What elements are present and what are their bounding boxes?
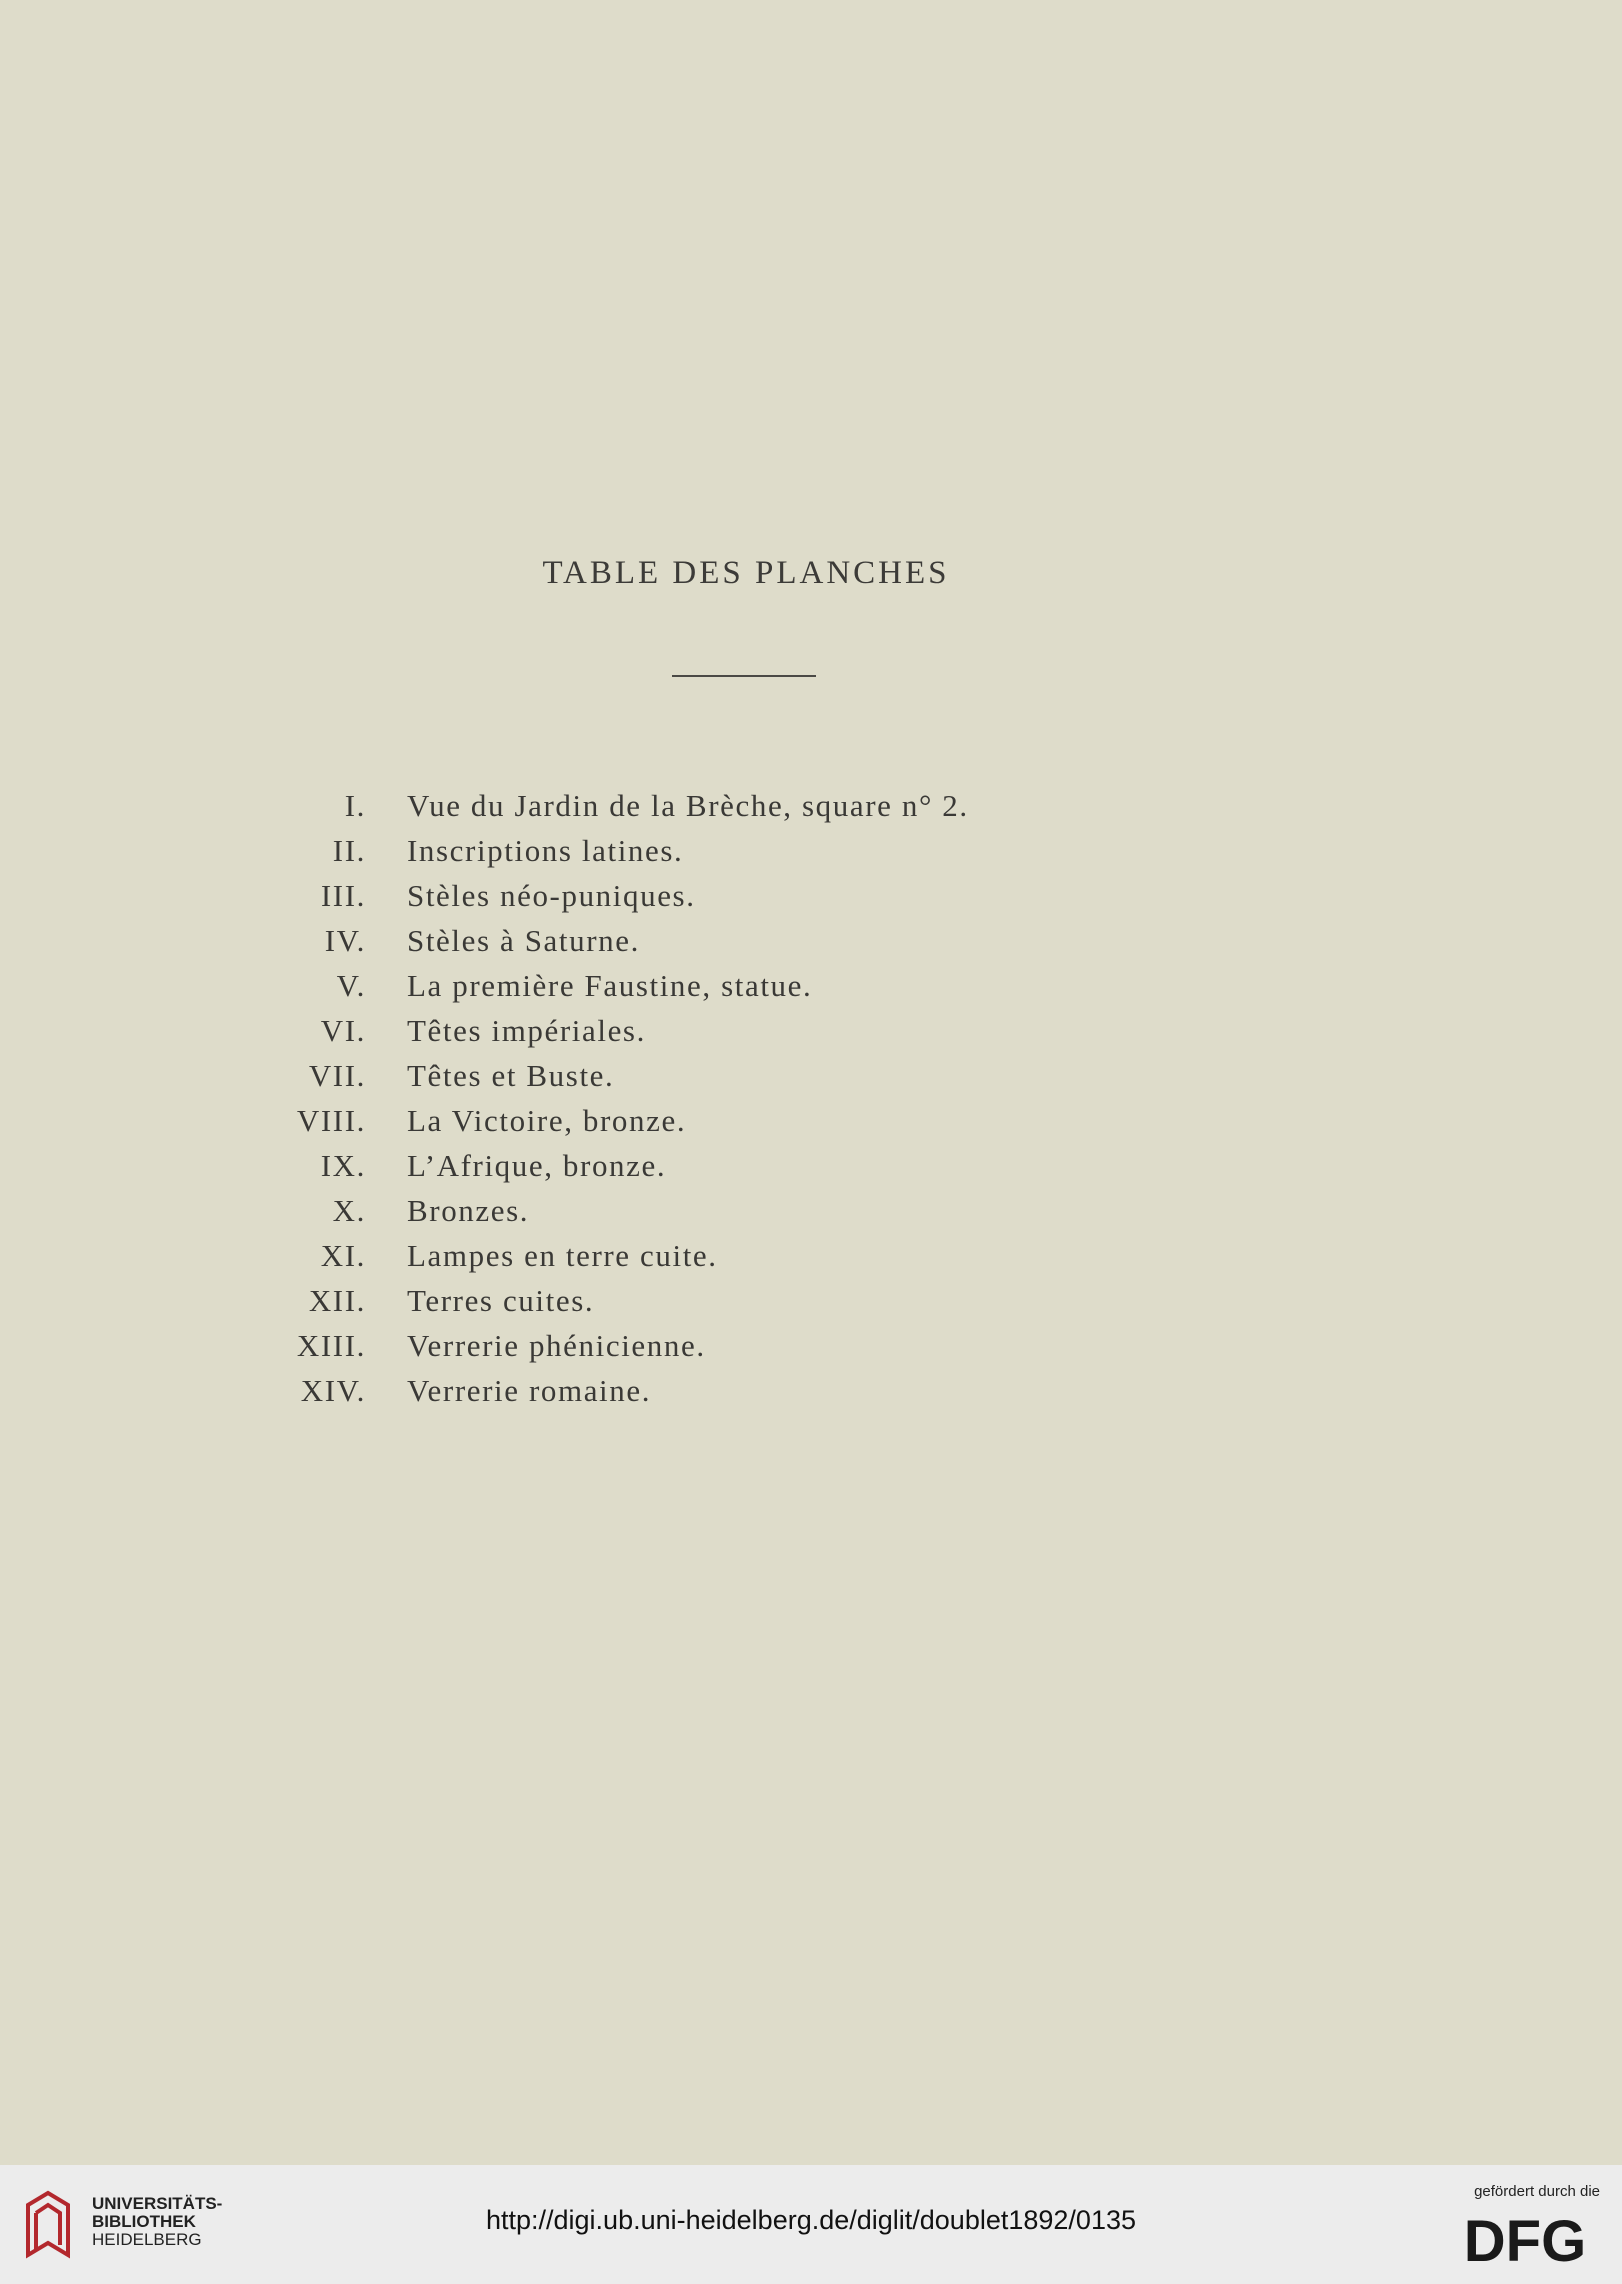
plate-entry	[0, 873, 1400, 918]
plate-number: I.	[344, 788, 366, 823]
plate-entry	[0, 1233, 1400, 1278]
plate-entry	[0, 963, 1400, 1008]
plate-number: XIV.	[300, 1373, 366, 1408]
plate-title: Stèles à Saturne.	[407, 923, 640, 958]
plate-entry	[0, 1368, 1400, 1413]
plate-title: Stèles néo-puniques.	[407, 878, 696, 913]
plate-entry	[0, 1278, 1400, 1323]
plate-number: XIII.	[296, 1328, 366, 1363]
plate-number: XI.	[320, 1238, 366, 1273]
plate-number: IX.	[320, 1148, 366, 1183]
plate-title: Inscriptions latines.	[407, 833, 684, 868]
dfg-logo-text: DFG	[1463, 2209, 1587, 2267]
plate-entry	[0, 783, 1400, 828]
plate-title: Verrerie phénicienne.	[407, 1328, 706, 1363]
plate-title: Verrerie romaine.	[407, 1373, 652, 1408]
plate-entry	[0, 1008, 1400, 1053]
plate-title: Têtes impériales.	[407, 1013, 646, 1048]
library-name-line1: UNIVERSITÄTS-	[92, 2194, 223, 2213]
plate-number: V.	[336, 968, 366, 1003]
plate-entry	[0, 918, 1400, 963]
plate-number: IV.	[324, 923, 366, 958]
permalink-url[interactable]: http://digi.ub.uni-heidelberg.de/diglit/doublet1892/0135	[485, 2205, 1136, 2235]
plate-title: L’Afrique, bronze.	[407, 1148, 667, 1183]
plates-list	[0, 783, 1400, 1413]
page-title: TABLE DES PLANCHES	[542, 555, 950, 591]
library-name-line2: BIBLIOTHEK	[92, 2212, 196, 2231]
plate-title: Têtes et Buste.	[407, 1058, 615, 1093]
plate-entry	[0, 1323, 1400, 1368]
plate-entry	[0, 828, 1400, 873]
plate-number: VI.	[320, 1013, 366, 1048]
plate-entry	[0, 1053, 1400, 1098]
plate-title: La Victoire, bronze.	[407, 1103, 687, 1138]
plate-number: VII.	[308, 1058, 366, 1093]
viewer-footer	[0, 2165, 1622, 2284]
plate-entry	[0, 1143, 1400, 1188]
plate-entry	[0, 1188, 1400, 1233]
plate-title: Lampes en terre cuite.	[407, 1238, 718, 1273]
plate-number: III.	[320, 878, 366, 913]
plate-number: VIII.	[296, 1103, 366, 1138]
plate-number: X.	[332, 1193, 366, 1228]
plate-number: XII.	[308, 1283, 366, 1318]
plate-title: Vue du Jardin de la Brèche, square n° 2.	[407, 788, 969, 823]
plate-title: La première Faustine, statue.	[407, 968, 813, 1003]
title-divider	[672, 675, 816, 677]
plate-entry	[0, 1098, 1400, 1143]
plate-title: Bronzes.	[407, 1193, 530, 1228]
funder-label: gefördert durch die	[1474, 2183, 1600, 2200]
dfg-logo-icon[interactable]	[1450, 2209, 1600, 2267]
library-name-line3: HEIDELBERG	[92, 2230, 202, 2249]
plate-title: Terres cuites.	[407, 1283, 595, 1318]
plate-number: II.	[332, 833, 366, 868]
